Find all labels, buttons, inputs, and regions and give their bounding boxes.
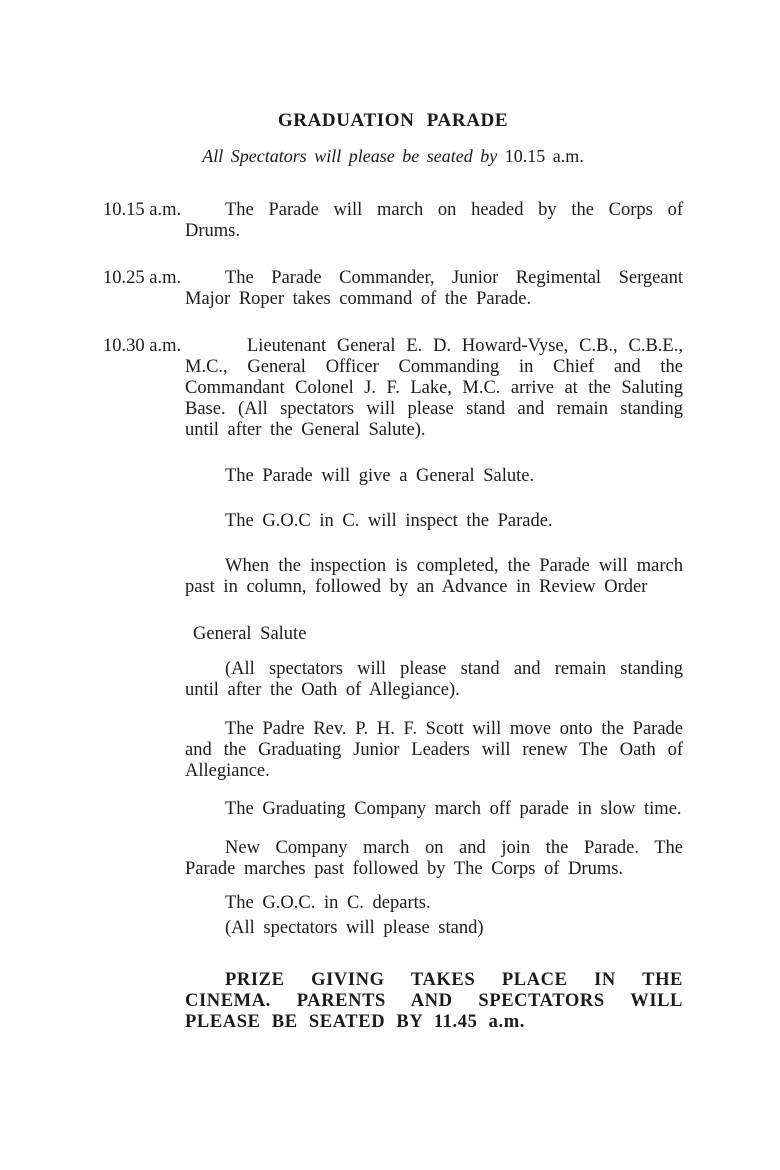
entry-text: The Parade Commander, Junior Regimental Sergeant Major Roper takes command of the Parade. bbox=[185, 268, 683, 309]
entry-time: 10.30 a.m. bbox=[103, 336, 182, 356]
paragraph-graduating-company: The Graduating Company march off parade in slow time. bbox=[225, 799, 682, 819]
entry-time: 10.15 a.m. bbox=[103, 200, 182, 220]
entry-text: The Parade will march on headed by the Corps of Drums. bbox=[185, 200, 683, 241]
paragraph-goc-departs: The G.O.C. in C. departs. bbox=[225, 893, 431, 913]
seating-notice-text: All Spectators will please be seated by bbox=[202, 146, 498, 166]
paragraph-general-salute-given: The Parade will give a General Salute. bbox=[225, 466, 535, 486]
page-title: GRADUATION PARADE bbox=[277, 110, 509, 131]
seating-notice bbox=[103, 146, 683, 167]
schedule-entry-1015 bbox=[103, 200, 683, 242]
schedule-entry-1030 bbox=[103, 336, 683, 441]
paragraph-spectators-stand: (All spectators will please stand) bbox=[225, 918, 484, 938]
entry-time: 10.25 a.m. bbox=[103, 268, 182, 288]
schedule-entry-1025 bbox=[103, 268, 683, 310]
paragraph-padre-oath: The Padre Rev. P. H. F. Scott will move onto the Parade and the Graduating Junior Leaders will renew The Oath of Allegiance. bbox=[185, 719, 683, 781]
paragraph-prize-giving: PRIZE GIVING TAKES PLACE IN THE CINEMA. PARENTS AND SPECTATORS WILL PLEASE BE SEATED BY 11.45 a.m. bbox=[185, 970, 683, 1032]
entry-text: Lieutenant General E. D. Howard-Vyse, C.B., C.B.E., M.C., General Officer Commanding in Chief and the Commandant Colonel J. F. Lake, M.C. arrive at the Saluting Base. (All spectators will please stand and remain standing until after the General Salute). bbox=[185, 336, 683, 440]
paragraph-march-past: When the inspection is completed, the Parade will march past in column, followed by an Advance in Review Order bbox=[185, 556, 683, 597]
heading-general-salute: General Salute bbox=[193, 624, 307, 644]
paragraph-new-company: New Company march on and join the Parade. The Parade marches past followed by The Corps of Drums. bbox=[185, 838, 683, 879]
paragraph-stand-oath: (All spectators will please stand and remain standing until after the Oath of Allegiance). bbox=[185, 659, 683, 700]
seating-notice-time: 10.15 a.m. bbox=[504, 146, 584, 166]
paragraph-goc-inspects: The G.O.C in C. will inspect the Parade. bbox=[225, 511, 553, 531]
